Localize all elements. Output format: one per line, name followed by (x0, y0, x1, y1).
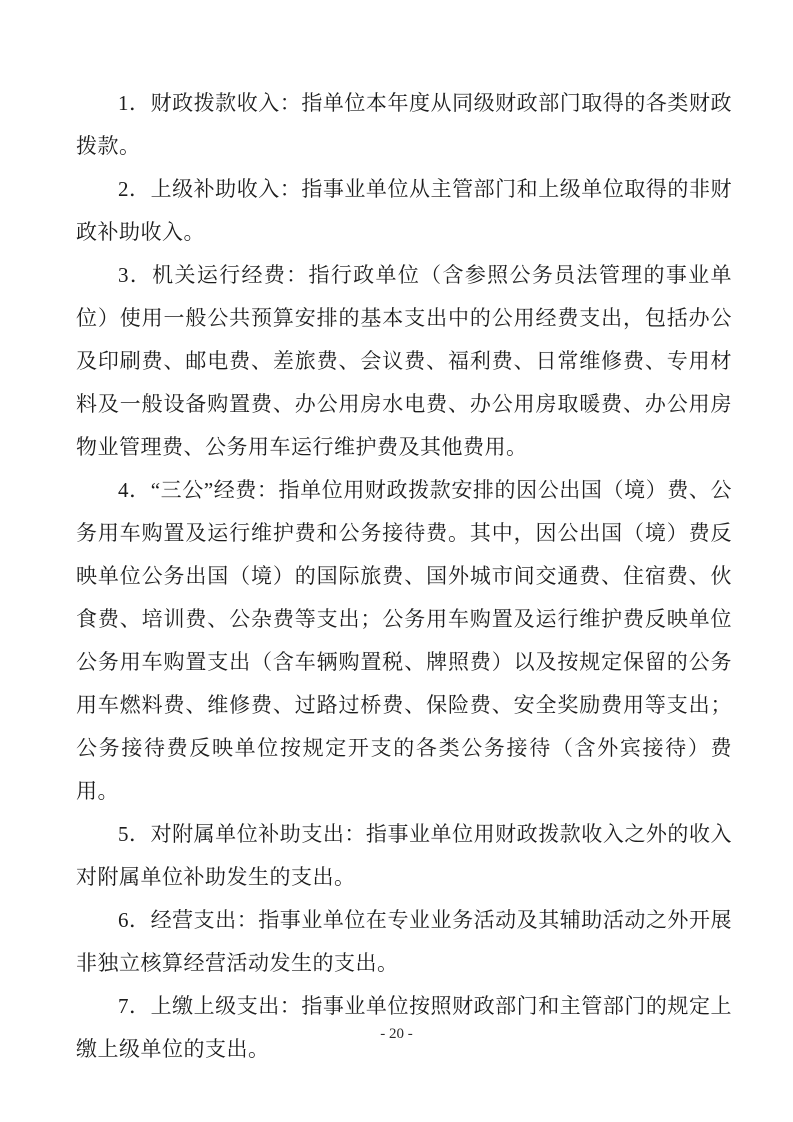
paragraph-subsidy-to-affiliated-units: 5．对附属单位补助支出：指事业单位用财政拨款收入之外的收入对附属单位补助发生的支出。 (76, 822, 732, 889)
paragraph-payment-to-superior: 7．上缴上级支出：指事业单位按照财政部门和主管部门的规定上缴上级单位的支出。 (76, 994, 732, 1061)
paragraph-agency-operating-funds: 3．机关运行经费：指行政单位（含参照公务员法管理的事业单位）使用一般公共预算安排的基本支出中的公用经费支出，包括办公及印刷费、邮电费、差旅费、会议费、福利费、日常维修费、专用材料及一般设备购置费、办公用房水电费、办公用房取暖费、办公用房物业管理费、公务用车运行维护费及其他费用。 (76, 263, 732, 459)
paragraph-operating-expenditure: 6．经营支出：指事业单位在专业业务活动及其辅助活动之外开展非独立核算经营活动发生的支出。 (76, 908, 732, 975)
paragraph-fiscal-appropriation-income: 1．财政拨款收入：指单位本年度从同级财政部门取得的各类财政拨款。 (76, 91, 732, 158)
paragraph-superior-subsidy-income: 2．上级补助收入：指事业单位从主管部门和上级单位取得的非财政补助收入。 (76, 177, 732, 244)
page-number: - 20 - (380, 1026, 413, 1042)
document-body (76, 82, 732, 1071)
paragraph-three-public-funds: 4．“三公”经费：指单位用财政拨款安排的因公出国（境）费、公务用车购置及运行维护费和公务接待费。其中，因公出国（境）费反映单位公务出国（境）的国际旅费、国外城市间交通费、住宿费、伙食费、培训费、公杂费等支出；公务用车购置及运行维护费反映单位公务用车购置支出（含车辆购置税、牌照费）以及按规定保留的公务用车燃料费、维修费、过路过桥费、保险费、安全奖励费用等支出；公务接待费反映单位按规定开支的各类公务接待（含外宾接待）费用。 (76, 478, 732, 803)
